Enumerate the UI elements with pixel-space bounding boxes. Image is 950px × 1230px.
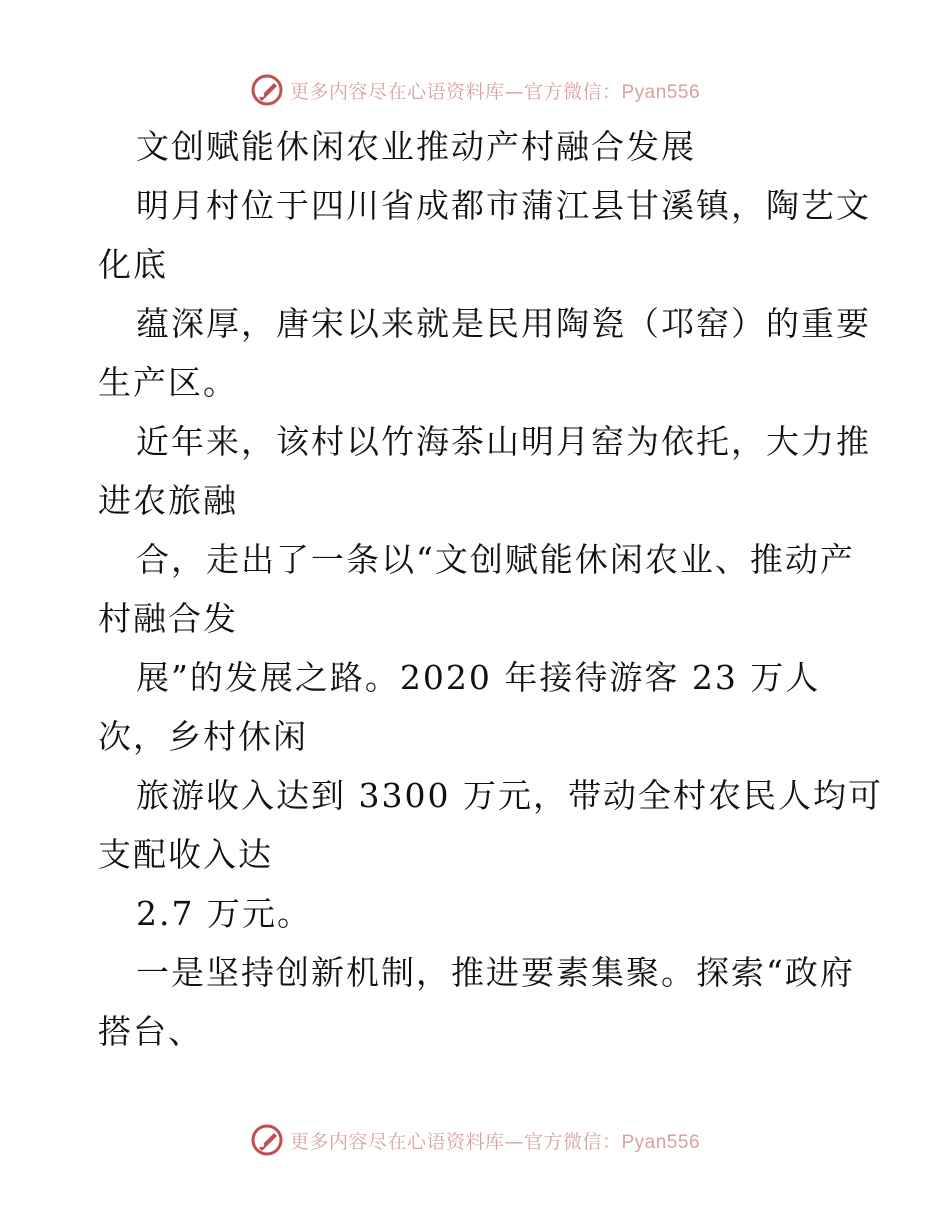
paragraph-line: 合，走出了一条以“文创赋能休闲农业、推动产 <box>136 540 855 579</box>
paragraph-line: 生产区。 <box>98 363 238 402</box>
watermark-label: 更多内容尽在心语资料库—官方微信： <box>289 1130 622 1153</box>
header-watermark <box>0 70 950 110</box>
paragraph-line: 旅游收入达到 3300 万元，带动全村农民人均可 <box>136 776 883 815</box>
document-title: 文创赋能休闲农业推动产村融合发展 <box>136 127 696 166</box>
paragraph-line: 支配收入达 <box>98 835 273 874</box>
paragraph-line: 展”的发展之路。2020 年接待游客 23 万人 <box>136 658 821 697</box>
paragraph-line: 进农旅融 <box>98 481 238 520</box>
pen-logo-icon <box>250 1123 284 1157</box>
paragraph-line: 村融合发 <box>98 599 238 638</box>
paragraph-line: 明月村位于四川省成都市蒲江县甘溪镇，陶艺文 <box>136 186 871 225</box>
pen-logo-icon <box>250 73 284 107</box>
footer-watermark <box>0 1120 950 1160</box>
paragraph-line: 化底 <box>98 245 168 284</box>
paragraph-line: 蕴深厚，唐宋以来就是民用陶瓷（邛窑）的重要 <box>136 304 871 343</box>
watermark-wechat-id: Pyan556 <box>621 1131 701 1153</box>
paragraph-line: 次，乡村休闲 <box>98 717 308 756</box>
watermark-wechat-id: Pyan556 <box>621 81 701 103</box>
document-body <box>98 122 883 1066</box>
watermark-text <box>290 1127 700 1154</box>
paragraph-line: 近年来，该村以竹海茶山明月窑为依托，大力推 <box>136 422 871 461</box>
paragraph-line: 搭台、 <box>98 1012 203 1051</box>
watermark-label: 更多内容尽在心语资料库—官方微信： <box>289 80 622 103</box>
paragraph-line: 2.7 万元。 <box>136 894 312 933</box>
watermark-text <box>290 77 700 104</box>
paragraph-line: 一是坚持创新机制，推进要素集聚。探索“政府 <box>136 953 855 992</box>
